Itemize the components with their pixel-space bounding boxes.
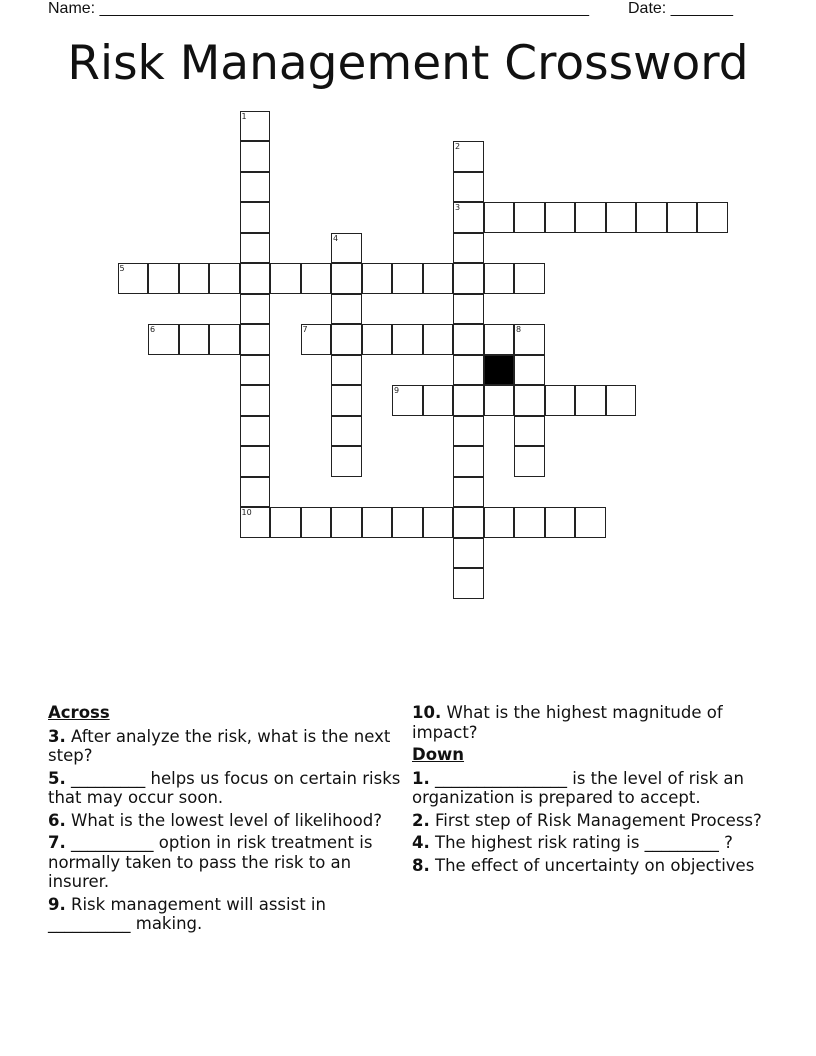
grid-cell[interactable] xyxy=(453,202,484,233)
grid-cell[interactable] xyxy=(148,263,179,294)
grid-cell[interactable] xyxy=(148,324,179,355)
grid-cell[interactable] xyxy=(606,202,637,233)
grid-cell[interactable] xyxy=(392,263,423,294)
grid-cell[interactable] xyxy=(118,263,149,294)
grid-cell[interactable] xyxy=(331,233,362,264)
grid-cell[interactable] xyxy=(636,202,667,233)
grid-cell[interactable] xyxy=(453,446,484,477)
clue-down-2: 2. First step of Risk Management Process? xyxy=(412,810,762,830)
grid-cell[interactable] xyxy=(240,263,271,294)
grid-cell[interactable] xyxy=(453,538,484,569)
clue-across-10: 10. What is the highest magnitude of impact? xyxy=(412,703,723,742)
grid-cell[interactable] xyxy=(270,507,301,538)
grid-cell[interactable] xyxy=(514,355,545,386)
name-field: Name: _______________________________________________________ xyxy=(48,0,589,17)
grid-cell[interactable] xyxy=(392,507,423,538)
grid-cell[interactable] xyxy=(331,294,362,325)
date-field: Date: _______ xyxy=(628,0,733,17)
grid-cell[interactable] xyxy=(514,416,545,447)
grid-cell[interactable] xyxy=(331,324,362,355)
grid-cell[interactable] xyxy=(240,416,271,447)
grid-cell[interactable] xyxy=(179,263,210,294)
grid-cell[interactable] xyxy=(453,477,484,508)
grid-number: 4 xyxy=(333,233,339,243)
grid-cell[interactable] xyxy=(453,263,484,294)
grid-cell[interactable] xyxy=(484,385,515,416)
grid-cell[interactable] xyxy=(453,568,484,599)
grid-cell[interactable] xyxy=(331,355,362,386)
grid-cell[interactable] xyxy=(209,263,240,294)
grid-cell[interactable] xyxy=(514,385,545,416)
clue-down-8: 8. The effect of uncertainty on objectives xyxy=(412,855,755,875)
grid-cell[interactable] xyxy=(362,263,393,294)
grid-cell[interactable] xyxy=(392,385,423,416)
grid-number: 8 xyxy=(516,325,522,334)
grid-cell[interactable] xyxy=(575,385,606,416)
grid-cell[interactable] xyxy=(484,263,515,294)
grid-cell[interactable] xyxy=(240,202,271,233)
grid-cell[interactable] xyxy=(423,385,454,416)
grid-cell[interactable] xyxy=(240,111,271,142)
grid-cell[interactable] xyxy=(423,507,454,538)
grid-cell[interactable] xyxy=(545,507,576,538)
grid-cell[interactable] xyxy=(697,202,728,233)
grid-cell[interactable] xyxy=(514,202,545,233)
clues-right-column xyxy=(412,703,762,878)
grid-number: 9 xyxy=(394,386,400,395)
grid-cell[interactable] xyxy=(301,507,332,538)
grid-cell[interactable] xyxy=(240,385,271,416)
grid-cell[interactable] xyxy=(209,324,240,355)
grid-cell[interactable] xyxy=(514,446,545,477)
grid-cell[interactable] xyxy=(453,385,484,416)
grid-cell[interactable] xyxy=(240,233,271,264)
grid-cell[interactable] xyxy=(545,202,576,233)
grid-cell[interactable] xyxy=(331,263,362,294)
grid-cell[interactable] xyxy=(453,416,484,447)
grid-cell[interactable] xyxy=(362,507,393,538)
grid-cell[interactable] xyxy=(453,141,484,172)
grid-cell[interactable] xyxy=(392,324,423,355)
grid-number: 1 xyxy=(241,111,247,121)
grid-cell[interactable] xyxy=(484,507,515,538)
grid-cell[interactable] xyxy=(240,477,271,508)
grid-cell[interactable] xyxy=(331,507,362,538)
page-title: Risk Management Crossword xyxy=(67,36,749,91)
black-cell xyxy=(484,355,515,386)
grid-cell[interactable] xyxy=(453,172,484,203)
grid-cell[interactable] xyxy=(606,385,637,416)
grid-cell[interactable] xyxy=(331,446,362,477)
grid-number: 10 xyxy=(241,508,252,517)
clue-down-1: 1. ________________ is the level of risk an organization is prepared to accept. xyxy=(412,768,744,807)
clue-across-6: 6. What is the lowest level of likelihood? xyxy=(48,810,382,830)
grid-cell[interactable] xyxy=(667,202,698,233)
grid-cell[interactable] xyxy=(179,324,210,355)
grid-cell[interactable] xyxy=(331,416,362,447)
grid-cell[interactable] xyxy=(423,324,454,355)
grid-cell[interactable] xyxy=(453,507,484,538)
grid-cell[interactable] xyxy=(453,294,484,325)
grid-cell[interactable] xyxy=(301,324,332,355)
grid-cell[interactable] xyxy=(240,324,271,355)
grid-cell[interactable] xyxy=(240,507,271,538)
grid-cell[interactable] xyxy=(453,355,484,386)
grid-cell[interactable] xyxy=(453,324,484,355)
grid-number: 3 xyxy=(455,203,461,212)
across-heading: Across xyxy=(48,703,110,722)
grid-cell[interactable] xyxy=(240,294,271,325)
clue-across-7: 7. __________ option in risk treatment is normally taken to pass the risk to an insurer. xyxy=(48,833,373,891)
grid-cell[interactable] xyxy=(240,141,271,172)
grid-cell[interactable] xyxy=(301,263,332,294)
grid-number: 6 xyxy=(150,325,156,334)
grid-cell[interactable] xyxy=(240,355,271,386)
clues-left-column xyxy=(48,703,408,937)
grid-number: 5 xyxy=(119,264,125,273)
grid-cell[interactable] xyxy=(453,233,484,264)
grid-cell[interactable] xyxy=(331,385,362,416)
clue-down-4: 4. The highest risk rating is _________ ? xyxy=(412,833,733,852)
clue-across-3: 3. After analyze the risk, what is the next step? xyxy=(48,726,391,765)
grid-number: 2 xyxy=(455,142,461,151)
grid-cell[interactable] xyxy=(545,385,576,416)
grid-cell[interactable] xyxy=(514,324,545,355)
grid-cell[interactable] xyxy=(575,202,606,233)
grid-cell[interactable] xyxy=(240,446,271,477)
clue-across-5: 5. _________ helps us focus on certain risks that may occur soon. xyxy=(48,768,401,807)
grid-cell[interactable] xyxy=(484,202,515,233)
grid-cell[interactable] xyxy=(514,507,545,538)
grid-cell[interactable] xyxy=(484,324,515,355)
grid-cell[interactable] xyxy=(270,263,301,294)
grid-cell[interactable] xyxy=(575,507,606,538)
down-heading: Down xyxy=(412,745,465,764)
grid-number: 7 xyxy=(302,325,308,334)
grid-cell[interactable] xyxy=(362,324,393,355)
grid-cell[interactable] xyxy=(423,263,454,294)
clue-across-9: 9. Risk management will assist in __________ making. xyxy=(48,894,326,933)
grid-cell[interactable] xyxy=(240,172,271,203)
grid-cell[interactable] xyxy=(514,263,545,294)
